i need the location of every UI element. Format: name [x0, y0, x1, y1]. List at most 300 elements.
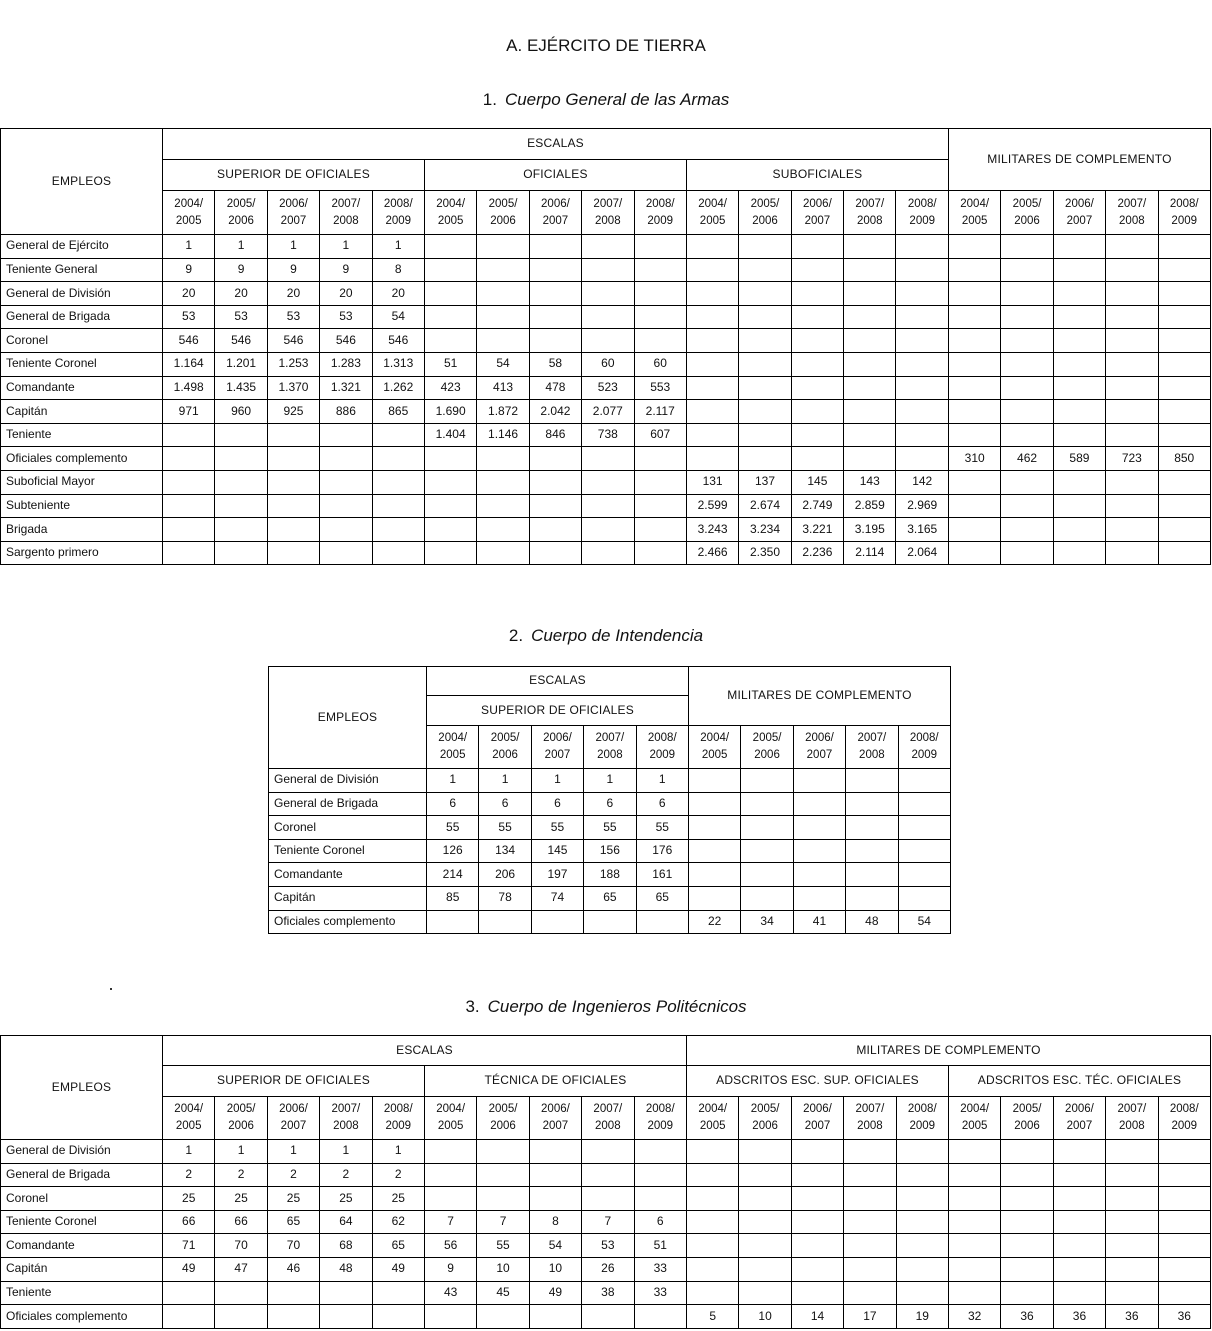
- table-cell: [477, 329, 529, 353]
- table-cell: [846, 769, 898, 793]
- table-cell: [791, 447, 843, 471]
- table-cell: [1158, 352, 1210, 376]
- year-header: [479, 726, 531, 769]
- section2-number: 2.: [508, 626, 524, 645]
- table-cell: [163, 518, 215, 542]
- table-cell: [529, 305, 581, 329]
- table-cuerpo-general: [0, 128, 1211, 565]
- table-cell: [948, 1163, 1000, 1187]
- group-header: OFICIALES: [424, 160, 686, 191]
- table-cell: [896, 1187, 948, 1211]
- year-end: 2008: [859, 749, 885, 761]
- table-cell: 3.243: [686, 518, 738, 542]
- table-cell: [529, 1305, 581, 1329]
- table-cell: [1053, 258, 1105, 282]
- table-cell: [531, 910, 583, 934]
- year-header: [477, 191, 529, 235]
- row-label: General de Brigada: [1, 305, 163, 329]
- table-cell: 145: [531, 839, 583, 863]
- table-cell: [582, 494, 634, 518]
- table-cell: 971: [163, 400, 215, 424]
- table-cell: [791, 352, 843, 376]
- table-cell: [844, 1281, 896, 1305]
- table-cell: [529, 541, 581, 565]
- table-cell: 7: [582, 1210, 634, 1234]
- table-cell: [424, 518, 476, 542]
- table-cell: 25: [163, 1187, 215, 1211]
- table-cell: 546: [267, 329, 319, 353]
- table-cell: [163, 1305, 215, 1329]
- table-cell: 8: [529, 1210, 581, 1234]
- table-cell: [1106, 282, 1158, 306]
- table-cell: [1158, 329, 1210, 353]
- row-label: Comandante: [1, 376, 163, 400]
- year-header: [267, 1097, 319, 1140]
- table-cell: 20: [163, 282, 215, 306]
- row-label: General de Brigada: [1, 1163, 163, 1187]
- year-header: [267, 191, 319, 235]
- year-end: 2005: [699, 214, 726, 227]
- table-cell: [267, 1305, 319, 1329]
- table-cell: [844, 400, 896, 424]
- table-row: [1, 1187, 1211, 1211]
- row-label: Comandante: [1, 1234, 163, 1258]
- table-cell: [791, 1210, 843, 1234]
- table-cell: [688, 886, 740, 910]
- year-header: [215, 1097, 267, 1140]
- table-cell: [948, 305, 1000, 329]
- table-cell: [688, 839, 740, 863]
- table-cell: [634, 235, 686, 259]
- table-cell: [424, 329, 476, 353]
- table-cell: 9: [215, 258, 267, 282]
- table-cell: 36: [1001, 1305, 1053, 1329]
- table-cell: [582, 1305, 634, 1329]
- table-cell: [584, 910, 636, 934]
- table-cell: [791, 282, 843, 306]
- year-start: 2008/: [645, 197, 675, 210]
- table-cell: [1158, 258, 1210, 282]
- table-cell: 6: [427, 792, 479, 816]
- table-cell: [582, 282, 634, 306]
- year-start: 2004/: [174, 197, 204, 210]
- table-cell: [844, 235, 896, 259]
- table-cell: 865: [372, 400, 424, 424]
- year-end: 2009: [909, 214, 936, 227]
- table-cell: [634, 518, 686, 542]
- year-start: 2006/: [802, 197, 832, 210]
- table-cell: 2.114: [844, 541, 896, 565]
- year-header: [477, 1097, 529, 1140]
- year-header: [584, 726, 636, 769]
- table-cell: [582, 305, 634, 329]
- table-cell: [846, 863, 898, 887]
- table-cell: [634, 1187, 687, 1211]
- table-cell: [791, 1234, 843, 1258]
- table-cell: 65: [584, 886, 636, 910]
- table-cell: 1.262: [372, 376, 424, 400]
- table-cell: [1106, 1210, 1158, 1234]
- table-cell: [1001, 352, 1053, 376]
- table-cell: [844, 423, 896, 447]
- table-cell: [424, 541, 476, 565]
- table-cell: [1001, 1187, 1053, 1211]
- table-cell: [267, 494, 319, 518]
- table-cell: [1106, 518, 1158, 542]
- table-row: [1, 494, 1211, 518]
- table-cell: [424, 494, 476, 518]
- table-cell: [686, 235, 738, 259]
- table-cell: [846, 816, 898, 840]
- table-cell: 1.201: [215, 352, 267, 376]
- row-label: General de División: [269, 769, 427, 793]
- table-cell: 2.674: [739, 494, 791, 518]
- table-cell: [1001, 1210, 1053, 1234]
- table-cell: 126: [427, 839, 479, 863]
- table-cell: [634, 494, 686, 518]
- table-cell: 55: [427, 816, 479, 840]
- table-cell: 2.859: [844, 494, 896, 518]
- table-cell: 43: [424, 1281, 476, 1305]
- table-cell: [1053, 400, 1105, 424]
- table-cell: [844, 1140, 896, 1164]
- table-cell: [844, 305, 896, 329]
- table-cell: [1158, 235, 1210, 259]
- year-end: 2006: [490, 214, 516, 227]
- table-cell: [1106, 376, 1158, 400]
- table-cell: [896, 1234, 948, 1258]
- table-cell: 546: [163, 329, 215, 353]
- table-cell: 2.236: [791, 541, 843, 565]
- table-cell: 1: [163, 235, 215, 259]
- table-cell: [163, 423, 215, 447]
- year-end: 2008: [1119, 214, 1145, 227]
- table-cell: [844, 352, 896, 376]
- table-cell: [529, 494, 581, 518]
- table-cell: 19: [896, 1305, 948, 1329]
- table-cell: [529, 258, 581, 282]
- table-cell: [1053, 1234, 1105, 1258]
- table-cell: [948, 329, 1000, 353]
- table-cell: [793, 886, 845, 910]
- table-cell: [791, 1140, 843, 1164]
- table-cell: [1158, 400, 1210, 424]
- table-cell: 20: [267, 282, 319, 306]
- year-header: [846, 726, 898, 769]
- table-cell: [948, 1140, 1000, 1164]
- table-cell: [163, 494, 215, 518]
- table-cell: [636, 910, 688, 934]
- table-cell: [163, 1281, 215, 1305]
- table-cell: 2.117: [634, 400, 686, 424]
- table-cell: 20: [320, 282, 372, 306]
- table-cell: [582, 518, 634, 542]
- table-cell: 65: [636, 886, 688, 910]
- table-cell: [896, 235, 949, 259]
- table-cell: 10: [739, 1305, 791, 1329]
- table-cell: [948, 1210, 1000, 1234]
- table-cell: [529, 470, 581, 494]
- table-cell: 2.064: [896, 541, 949, 565]
- table-cell: [739, 1281, 791, 1305]
- table-cell: 49: [163, 1257, 215, 1281]
- year-header: [163, 1097, 215, 1140]
- table-cell: 60: [634, 352, 686, 376]
- table-cell: [372, 447, 424, 471]
- table-cell: [791, 1281, 843, 1305]
- table-cell: [791, 1187, 843, 1211]
- year-end: 2007: [804, 214, 831, 227]
- table-row: [1, 305, 1211, 329]
- table-cell: 1.435: [215, 376, 267, 400]
- table-cell: 51: [424, 352, 476, 376]
- table-cell: [529, 282, 581, 306]
- table-cell: [320, 518, 372, 542]
- year-start: 2008/: [907, 197, 937, 210]
- table-cell: 478: [529, 376, 581, 400]
- group-header: ADSCRITOS ESC. TÉC. OFICIALES: [948, 1066, 1210, 1097]
- table-cell: [846, 839, 898, 863]
- table-cell: 1.872: [477, 400, 529, 424]
- table-cell: [686, 376, 738, 400]
- table-cell: [1001, 518, 1053, 542]
- table-cell: [582, 1140, 634, 1164]
- table-cell: [215, 470, 267, 494]
- table-cell: [477, 518, 529, 542]
- table-cell: 850: [1158, 447, 1210, 471]
- group-header: ADSCRITOS ESC. SUP. OFICIALES: [687, 1066, 949, 1097]
- table-cell: [1001, 1140, 1053, 1164]
- table-cell: 723: [1106, 447, 1158, 471]
- year-header: [898, 726, 950, 769]
- table-cell: [1106, 235, 1158, 259]
- table-cell: 25: [320, 1187, 372, 1211]
- table-cell: [1053, 282, 1105, 306]
- table-cell: [739, 329, 791, 353]
- table-cell: [529, 1140, 581, 1164]
- table-cell: 54: [898, 910, 950, 934]
- table-cell: [1158, 1257, 1210, 1281]
- table-cell: [793, 769, 845, 793]
- table-cell: [163, 447, 215, 471]
- table-cell: [1053, 376, 1105, 400]
- year-end: 2007: [542, 214, 569, 227]
- year-end: 2006: [752, 1120, 778, 1132]
- year-end: 2009: [385, 1120, 412, 1132]
- table-cell: 2: [215, 1163, 267, 1187]
- table-cell: [793, 863, 845, 887]
- table-cell: 55: [531, 816, 583, 840]
- year-header: [529, 1097, 581, 1140]
- table-cell: 1.253: [267, 352, 319, 376]
- table-cell: [844, 447, 896, 471]
- year-end: 2008: [597, 749, 623, 761]
- table-cell: [686, 423, 738, 447]
- year-start: 2007/: [1117, 1103, 1147, 1116]
- table-cell: [688, 863, 740, 887]
- year-header: [320, 1097, 372, 1140]
- table-cell: [948, 258, 1000, 282]
- table-cell: [687, 1210, 739, 1234]
- year-header: [531, 726, 583, 769]
- year-end: 2007: [280, 1120, 307, 1132]
- year-start: 2004/: [960, 197, 990, 210]
- table-cell: [896, 447, 949, 471]
- table-cell: 131: [686, 470, 738, 494]
- row-label: Sargento primero: [1, 541, 163, 565]
- row-label: Coronel: [269, 816, 427, 840]
- table-cell: [634, 447, 686, 471]
- table-cell: [896, 282, 949, 306]
- year-header: [896, 191, 949, 235]
- row-label: Oficiales complemento: [1, 447, 163, 471]
- table-cell: [793, 792, 845, 816]
- table-cell: [793, 839, 845, 863]
- table-cell: [215, 423, 267, 447]
- complemento-header: MILITARES DE COMPLEMENTO: [948, 129, 1210, 191]
- table-cell: [898, 769, 950, 793]
- table-cell: [791, 305, 843, 329]
- table-cell: [791, 329, 843, 353]
- year-header: [791, 1097, 843, 1140]
- group-header: SUBOFICIALES: [686, 160, 948, 191]
- table-cell: [634, 305, 686, 329]
- table-cell: 2: [163, 1163, 215, 1187]
- table-cell: [1053, 541, 1105, 565]
- table-cell: [1158, 1234, 1210, 1258]
- table-cell: [1001, 235, 1053, 259]
- year-start: 2005/: [750, 197, 780, 210]
- year-header: [687, 1097, 739, 1140]
- table-cell: [1158, 1281, 1210, 1305]
- table-cell: 66: [215, 1210, 267, 1234]
- section1-number: 1.: [482, 90, 497, 109]
- table-cell: 49: [372, 1257, 424, 1281]
- year-header: [634, 1097, 687, 1140]
- table-cell: [688, 769, 740, 793]
- table-cell: [844, 1163, 896, 1187]
- table-cell: [372, 518, 424, 542]
- year-end: 2007: [544, 749, 571, 761]
- table-cell: 47: [215, 1257, 267, 1281]
- table-cell: [846, 886, 898, 910]
- row-label: General de Ejército: [1, 235, 163, 259]
- year-start: 2007/: [857, 732, 887, 745]
- table-row: [1, 1140, 1211, 1164]
- table-cell: 10: [529, 1257, 581, 1281]
- table-cell: [372, 541, 424, 565]
- table-row: [1, 352, 1211, 376]
- table-cell: 2.599: [686, 494, 738, 518]
- table-cell: 60: [582, 352, 634, 376]
- table-cell: 2.969: [896, 494, 949, 518]
- table-cell: [739, 1140, 791, 1164]
- table-cell: 546: [372, 329, 424, 353]
- table-cell: 53: [267, 305, 319, 329]
- row-label: Suboficial Mayor: [1, 470, 163, 494]
- table-cell: [1001, 400, 1053, 424]
- table-cell: 58: [529, 352, 581, 376]
- table-cell: [948, 1187, 1000, 1211]
- table-cell: 7: [477, 1210, 529, 1234]
- table-cell: [477, 447, 529, 471]
- table-cell: [741, 839, 793, 863]
- table-cell: 9: [163, 258, 215, 282]
- table-cell: [215, 541, 267, 565]
- year-header: [1106, 1097, 1158, 1140]
- table-cell: 62: [372, 1210, 424, 1234]
- table-cell: [686, 258, 738, 282]
- table-cell: [739, 235, 791, 259]
- table-cell: [948, 494, 1000, 518]
- table-cell: [582, 1187, 634, 1211]
- table-cell: 20: [372, 282, 424, 306]
- year-start: 2007/: [593, 197, 623, 210]
- table-cell: [1053, 470, 1105, 494]
- table-cell: 14: [791, 1305, 843, 1329]
- table-cell: 176: [636, 839, 688, 863]
- year-end: 2009: [911, 749, 938, 761]
- table-cell: [424, 470, 476, 494]
- table-cell: [739, 1257, 791, 1281]
- year-end: 2006: [492, 749, 518, 761]
- table-cell: 74: [531, 886, 583, 910]
- table-cell: [427, 910, 479, 934]
- table-cell: [898, 839, 950, 863]
- year-end: 2006: [1014, 214, 1040, 227]
- table-cell: 1: [531, 769, 583, 793]
- table-cell: 925: [267, 400, 319, 424]
- row-label: Teniente Coronel: [269, 839, 427, 863]
- table-cell: 17: [844, 1305, 896, 1329]
- table-cell: [1001, 1234, 1053, 1258]
- table-cell: 607: [634, 423, 686, 447]
- year-header: [372, 191, 424, 235]
- table-cell: [215, 1281, 267, 1305]
- table-cell: 1.498: [163, 376, 215, 400]
- year-end: 2006: [228, 214, 254, 227]
- table-row: [1, 400, 1211, 424]
- table-cell: [844, 1234, 896, 1258]
- table-cell: [529, 518, 581, 542]
- table-cell: [791, 258, 843, 282]
- row-label: Capitán: [1, 1257, 163, 1281]
- year-header: [686, 191, 738, 235]
- year-header: [896, 1097, 948, 1140]
- table-cell: [1158, 305, 1210, 329]
- year-start: 2007/: [331, 197, 361, 210]
- table-cell: [1106, 1281, 1158, 1305]
- table-cell: 1: [372, 235, 424, 259]
- year-start: 2007/: [855, 1103, 885, 1116]
- table-row: [1, 376, 1211, 400]
- table-cell: [687, 1234, 739, 1258]
- table-cell: [687, 1187, 739, 1211]
- year-header: [739, 1097, 791, 1140]
- year-header: [844, 191, 896, 235]
- year-end: 2009: [1171, 214, 1198, 227]
- table-cell: [529, 1163, 581, 1187]
- year-start: 2007/: [855, 197, 885, 210]
- year-end: 2007: [806, 749, 833, 761]
- row-label: Coronel: [1, 329, 163, 353]
- table-cell: [741, 863, 793, 887]
- year-start: 2006/: [541, 1103, 570, 1116]
- table-cell: [424, 1305, 476, 1329]
- table-cell: [372, 1281, 424, 1305]
- table-cell: 66: [163, 1210, 215, 1234]
- table-cell: 8: [372, 258, 424, 282]
